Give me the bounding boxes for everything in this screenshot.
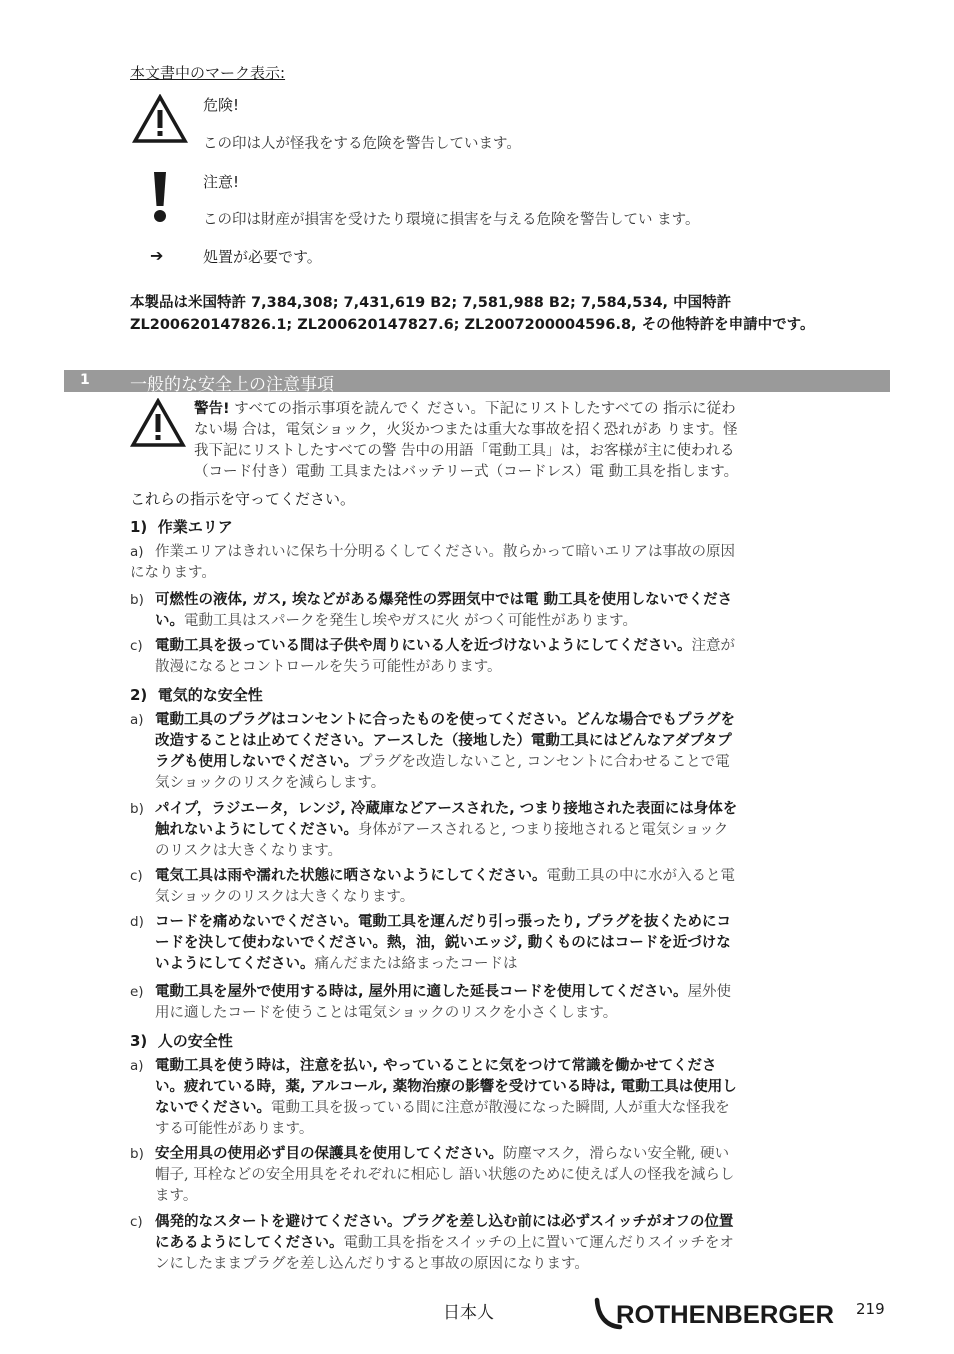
subsection-electrical bbox=[130, 684, 263, 705]
item-text: 痛んだまたは絡まったコードは bbox=[314, 956, 518, 972]
item-text: 安全用具の使用必ず目の保護具を使用してください。 bbox=[155, 1146, 503, 1162]
item-text: 電動工具はスパークを発生し埃やガスに火 がつく可能性があります。 bbox=[184, 613, 637, 629]
item-text: 電動工具を屋外で使用する時は, 屋外用に適した延長コードを使用してください。 bbox=[155, 984, 688, 1000]
danger-triangle-icon bbox=[132, 94, 188, 144]
item-text: 電動工具を使う時は，注意を払い, やっていることに気をつけて常識を働かせてくださ bbox=[155, 1058, 717, 1074]
item-text: 電気工具は雨や濡れた状態に晒さないようにしてください。 bbox=[155, 868, 547, 884]
item-text: い。疲れている時，薬, アルコール, 薬物治療の影響を受けている時は, 電動工具は使用し bbox=[155, 1079, 737, 1095]
item-text: ます。 bbox=[155, 1188, 198, 1204]
section-number: 1 bbox=[80, 372, 90, 388]
caution-exclamation-icon bbox=[150, 170, 170, 224]
item-text: 注意が bbox=[691, 638, 735, 654]
item-text: にあるようにしてください。 bbox=[155, 1235, 344, 1251]
item-text: 可燃性の液体, ガス, 埃などがある爆発性の雰囲気中では電 動工具を使用しないでくださ bbox=[155, 592, 733, 608]
item-3c bbox=[130, 1212, 886, 1275]
item-letter: c) bbox=[130, 638, 143, 654]
subsection-number: 1) bbox=[130, 518, 148, 536]
subsection-title: 作業エリア bbox=[157, 518, 233, 536]
item-letter: b) bbox=[130, 801, 144, 817]
warning-line-1: すべての指示事項を読んでく ださい。下記にリストしたすべての 指示に従わ bbox=[229, 401, 736, 417]
follow-instructions: これらの指示を守ってください。 bbox=[130, 490, 356, 508]
item-text: コードを痛めないでください。電動工具を運んだり引っ張ったり, プラグを抜くためにコ bbox=[155, 914, 732, 930]
warning-line-2: ない場 合は，電気ショック，火災かつまたは重大な事故を招く恐れがあ ります。怪 bbox=[194, 422, 738, 438]
footer-language: 日本人 bbox=[443, 1303, 494, 1323]
item-text: ードを決して使わないでください。熱，油，鋭いエッジ, 動くものにはコードを近づけな bbox=[155, 935, 731, 951]
patent-line-2: ZL200620147826.1; ZL200620147827.6; ZL2007200004596.8, その他特許を申請中です。 bbox=[130, 317, 815, 333]
item-2e bbox=[130, 982, 886, 1024]
page-number: 219 bbox=[856, 1300, 885, 1318]
warning-triangle-icon bbox=[130, 398, 186, 448]
warning-text bbox=[194, 399, 888, 483]
item-text: 散漫になるとコントロールを失う可能性があります。 bbox=[155, 659, 502, 675]
item-letter: c) bbox=[130, 868, 143, 884]
warning-line-4: （コード付き）電動 工具またはバッテリー式（コードレス）電 動工具を指します。 bbox=[194, 464, 739, 480]
item-text: のリスクは大きくなります。 bbox=[155, 843, 343, 859]
item-text: 改造することは止めてください。アースした（接地した）電動工具にはどんなアダプタプ bbox=[155, 733, 732, 749]
item-letter: b) bbox=[130, 592, 144, 608]
item-letter: a) bbox=[130, 1058, 144, 1074]
rothenberger-logo bbox=[594, 1296, 838, 1330]
item-text: い。 bbox=[155, 613, 184, 629]
subsection-work-area bbox=[130, 516, 233, 537]
patent-notice bbox=[130, 292, 890, 336]
item-text: 電動工具を扱っている間は子供や周りにいる人を近づけないようにしてください。 bbox=[155, 638, 692, 654]
caution-text: この印は財産が損害を受けたり環境に損害を与える危険を警告してい ます。 bbox=[203, 212, 700, 228]
patent-line-1: 本製品は米国特許 7,384,308; 7,431,619 B2; 7,581,988 B2; 7,584,534, 中国特許 bbox=[130, 295, 732, 311]
item-letter: a) bbox=[130, 712, 144, 728]
marks-heading: 本文書中のマーク表示: bbox=[130, 64, 286, 82]
item-text: する可能性があります。 bbox=[155, 1121, 314, 1137]
item-text: 帽子, 耳栓などの安全用具をそれぞれに相応し 語い状態のために使えば人の怪我を減らし bbox=[155, 1167, 735, 1183]
item-text: 身体がアースされると, つまり接地されると電気ショック bbox=[358, 822, 729, 838]
item-letter: e) bbox=[130, 984, 144, 1000]
item-text: 用に適したコードを使うことは電気ショックのリスクを小さくします。 bbox=[155, 1005, 618, 1021]
item-letter: a) bbox=[130, 544, 144, 560]
subsection-number: 3) bbox=[130, 1032, 148, 1050]
item-text: 偶発的なスタートを避けてください。プラグを差し込む前には必ずスイッチがオフの位置 bbox=[155, 1214, 734, 1230]
warning-bold: 警告! bbox=[194, 401, 230, 417]
item-1b bbox=[130, 590, 886, 632]
subsection-number: 2) bbox=[130, 686, 148, 704]
item-text: 電動工具を指をスイッチの上に置いて運んだりスイッチをオ bbox=[343, 1235, 734, 1251]
item-text: ラグも使用しないでください。 bbox=[155, 754, 358, 770]
item-letter: d) bbox=[130, 914, 144, 930]
item-text: 電動工具を扱っている間に注意が散漫になった瞬間, 人が重大な怪我を bbox=[271, 1100, 730, 1116]
item-text: ンにしたままプラグを差し込んだりすると事故の原因になります。 bbox=[155, 1256, 589, 1272]
item-text: 電動工具のプラグはコンセントに合ったものを使ってください。どんな場合でもプラグを bbox=[155, 712, 735, 728]
item-2d bbox=[130, 912, 886, 975]
arrow-right-icon: ➔ bbox=[150, 246, 164, 265]
subsection-title: 人の安全性 bbox=[157, 1032, 233, 1050]
item-text: ないでください。 bbox=[155, 1100, 271, 1116]
item-2c bbox=[130, 866, 886, 908]
subsection-personal-safety bbox=[130, 1030, 233, 1051]
item-2a bbox=[130, 710, 886, 794]
danger-label: 危険! bbox=[203, 96, 240, 114]
brand-name: ROTHENBERGER bbox=[616, 1301, 834, 1329]
item-1a bbox=[130, 542, 886, 584]
item-letter: c) bbox=[130, 1214, 143, 1230]
item-text: パイプ，ラジエータ，レンジ, 冷蔵庫などアースされた, つまり接地された表面には身体を bbox=[155, 801, 738, 817]
item-3a bbox=[130, 1056, 886, 1140]
item-text: 触れないようにしてください。 bbox=[155, 822, 358, 838]
item-letter: b) bbox=[130, 1146, 144, 1162]
subsection-title: 電気的な安全性 bbox=[157, 686, 263, 704]
item-text: 屋外使 bbox=[687, 984, 732, 1000]
danger-text: この印は人が怪我をする危険を警告しています。 bbox=[203, 136, 521, 152]
item-text: 防塵マスク，滑らない安全靴, 硬い bbox=[503, 1146, 730, 1162]
section-title: 一般的な安全上の注意事項 bbox=[130, 375, 334, 395]
item-text: 気ショックのリスクを減らします。 bbox=[155, 775, 386, 791]
item-2b bbox=[130, 799, 886, 862]
caution-label: 注意! bbox=[203, 173, 240, 191]
action-text: 処置が必要です。 bbox=[203, 248, 322, 266]
item-text: になります。 bbox=[130, 565, 216, 581]
item-1c bbox=[130, 636, 886, 678]
warning-line-3: 我下記にリストしたすべての警 告中の用語「電動工具」は，お客様が主に使われる bbox=[194, 443, 735, 459]
item-text: いようにしてください。 bbox=[155, 956, 315, 972]
item-3b bbox=[130, 1144, 886, 1207]
item-text: 作業エリアはきれいに保ち十分明るくしてください。散らかって暗いエリアは事故の原因 bbox=[155, 544, 735, 560]
item-text: 電動工具の中に水が入ると電 bbox=[546, 868, 735, 884]
item-text: プラグを改造しないこと, コンセントに合わせることで電 bbox=[358, 754, 730, 770]
section-header bbox=[64, 370, 890, 395]
item-text: 気ショックのリスクは大きくなります。 bbox=[155, 889, 415, 905]
